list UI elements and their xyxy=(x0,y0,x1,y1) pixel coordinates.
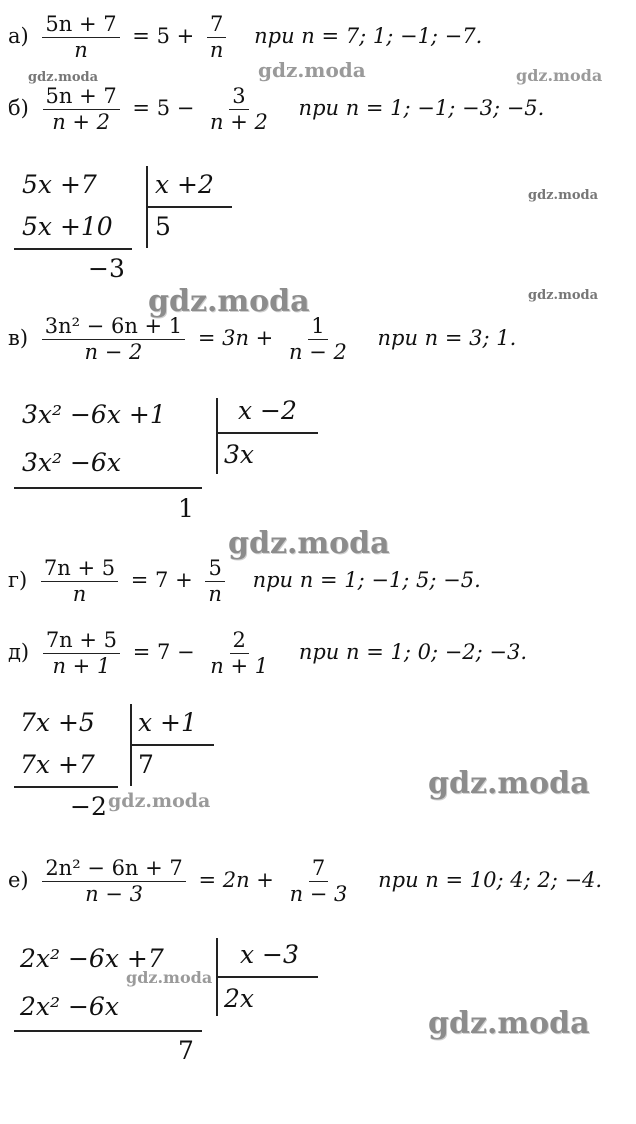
divisor: x −3 xyxy=(240,940,299,969)
condition: при n = 1; −1; −3; −5. xyxy=(298,96,545,120)
numerator: 3n² − 6n + 1 xyxy=(42,316,185,340)
equals-part: = 3n + xyxy=(197,326,274,350)
problem-e xyxy=(8,858,602,905)
watermark: gdz.moda xyxy=(528,288,599,303)
problem-a xyxy=(8,14,482,61)
numerator: 7n + 5 xyxy=(43,630,120,654)
divisor: x +2 xyxy=(155,170,214,199)
rhs-denominator: n − 3 xyxy=(289,882,348,906)
product: 5x +10 xyxy=(22,212,113,241)
fraction xyxy=(42,316,185,363)
fraction xyxy=(42,858,185,905)
dividend: 2x² −6x +7 xyxy=(20,944,164,973)
numerator: 5n + 7 xyxy=(43,86,120,110)
problem-b xyxy=(8,86,544,133)
remainder: −2 xyxy=(70,792,107,821)
divisor-line xyxy=(216,432,318,434)
watermark: gdz.moda xyxy=(258,58,366,82)
denominator: n xyxy=(74,38,88,62)
remainder: −3 xyxy=(88,254,125,283)
quotient: 7 xyxy=(138,750,154,779)
watermark: gdz.moda xyxy=(28,70,99,85)
rhs-denominator: n + 1 xyxy=(210,654,269,678)
equals-part: = 7 + xyxy=(130,568,193,592)
numerator: 5n + 7 xyxy=(42,14,119,38)
rhs-numerator: 2 xyxy=(230,630,249,654)
subtraction-line xyxy=(14,1030,202,1032)
divisor-line xyxy=(216,976,318,978)
rhs-fraction xyxy=(205,558,225,605)
dividend: 7x +5 xyxy=(20,708,95,737)
rhs-fraction xyxy=(207,14,227,61)
denominator: n + 1 xyxy=(52,654,111,678)
numerator: 7n + 5 xyxy=(41,558,118,582)
dividend: 5x +7 xyxy=(22,170,97,199)
subtraction-line xyxy=(14,487,202,489)
watermark: gdz.moda xyxy=(428,1006,590,1041)
equals-part: = 5 − xyxy=(132,96,195,120)
condition: при n = 1; 0; −2; −3. xyxy=(298,640,528,664)
subtraction-line xyxy=(14,786,118,788)
denominator: n − 3 xyxy=(85,882,143,906)
equals-part: = 5 + xyxy=(132,24,195,48)
subtraction-line xyxy=(14,248,132,250)
watermark: gdz.moda xyxy=(528,188,599,203)
divisor: x +1 xyxy=(138,708,197,737)
fraction xyxy=(42,14,119,61)
product: 3x² −6x xyxy=(22,448,121,477)
rhs-numerator: 1 xyxy=(308,316,327,340)
rhs-numerator: 7 xyxy=(207,14,226,38)
problem-label: е) xyxy=(8,868,29,892)
condition: при n = 7; 1; −1; −7. xyxy=(254,24,483,48)
divisor-line xyxy=(130,744,214,746)
dividend: 3x² −6x +1 xyxy=(22,400,166,429)
rhs-fraction xyxy=(207,630,271,677)
rhs-numerator: 7 xyxy=(309,858,328,882)
rhs-fraction xyxy=(207,86,271,133)
problem-label: в) xyxy=(8,326,29,350)
watermark: gdz.moda xyxy=(428,766,590,801)
remainder: 7 xyxy=(178,1036,194,1065)
denominator: n − 2 xyxy=(84,340,143,364)
division-bar xyxy=(216,398,218,474)
watermark: gdz.moda xyxy=(516,66,603,85)
fraction xyxy=(43,86,120,133)
quotient: 2x xyxy=(224,984,255,1013)
rhs-denominator: n − 2 xyxy=(288,340,347,364)
watermark: gdz.moda xyxy=(108,790,211,812)
problem-label: б) xyxy=(8,96,29,120)
rhs-denominator: n xyxy=(208,582,222,606)
condition: при n = 3; 1. xyxy=(377,326,517,350)
watermark: gdz.moda xyxy=(148,284,310,319)
fraction xyxy=(43,630,120,677)
rhs-denominator: n xyxy=(209,38,224,62)
product: 2x² −6x xyxy=(20,992,119,1021)
problem-g xyxy=(8,558,481,605)
rhs-fraction xyxy=(287,858,351,905)
quotient: 3x xyxy=(224,440,255,469)
divisor: x −2 xyxy=(238,396,297,425)
product: 7x +7 xyxy=(20,750,95,779)
divisor-line xyxy=(146,206,232,208)
rhs-fraction xyxy=(286,316,350,363)
rhs-numerator: 3 xyxy=(229,86,248,110)
fraction xyxy=(41,558,118,605)
equals-part: = 2n + xyxy=(198,868,274,892)
remainder: 1 xyxy=(178,494,194,523)
rhs-numerator: 5 xyxy=(205,558,224,582)
problem-label: д) xyxy=(8,640,30,664)
equals-part: = 7 − xyxy=(132,640,195,664)
rhs-denominator: n + 2 xyxy=(210,110,268,134)
numerator: 2n² − 6n + 7 xyxy=(42,858,185,882)
quotient: 5 xyxy=(155,212,171,241)
watermark: gdz.moda xyxy=(126,968,213,987)
denominator: n + 2 xyxy=(52,110,111,134)
problem-label: а) xyxy=(8,24,29,48)
condition: при n = 10; 4; 2; −4. xyxy=(378,868,603,892)
condition: при n = 1; −1; 5; −5. xyxy=(252,568,481,592)
denominator: n xyxy=(72,582,87,606)
watermark: gdz.moda xyxy=(228,526,390,561)
problem-label: г) xyxy=(8,568,28,592)
problem-v xyxy=(8,316,516,363)
problem-d xyxy=(8,630,527,677)
